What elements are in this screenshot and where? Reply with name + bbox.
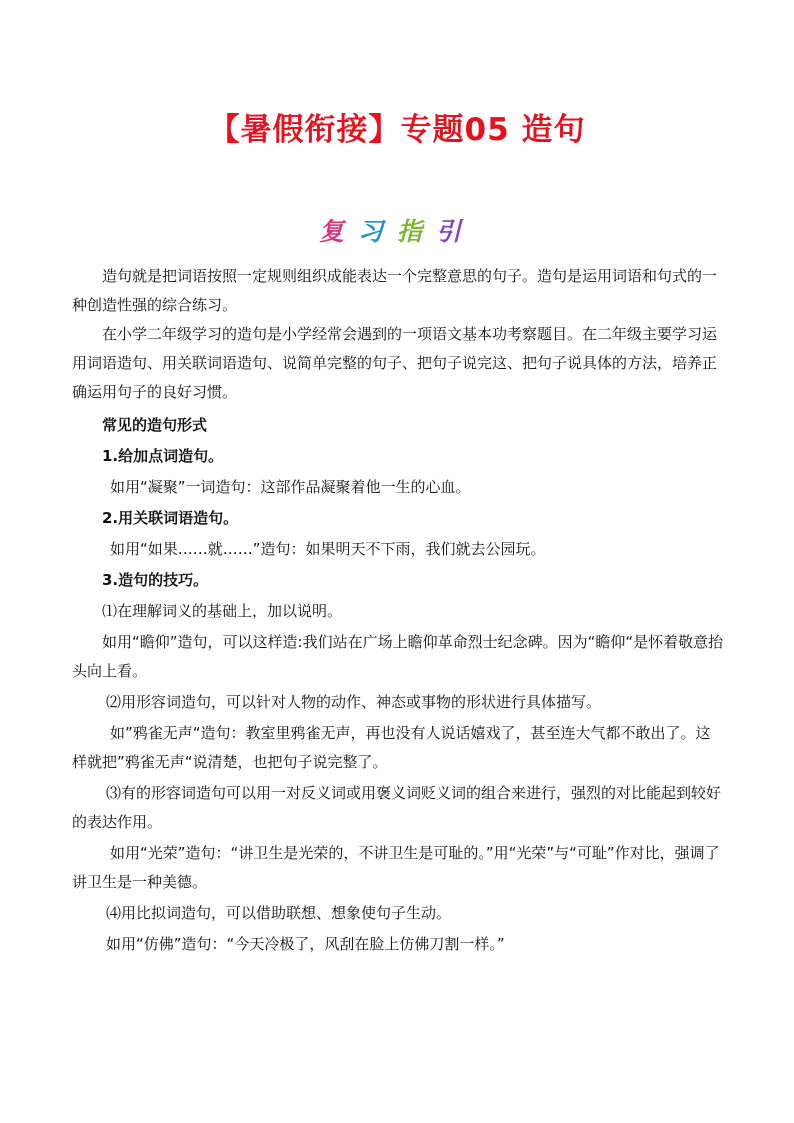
guide-char: 复 — [318, 217, 358, 246]
section-heading: 3.造句的技巧。 — [102, 571, 209, 589]
tip-item: ⑴在理解词义的基础上，加以说明。 — [102, 602, 343, 620]
tip-example: 如用“仿佛”造句：“今天冷极了，风刮在脸上仿佛刀割一样。” — [106, 935, 505, 953]
example-line: 如用“凝聚”一词造句：这部作品凝聚着他一生的心血。 — [110, 478, 471, 496]
example-line: 如用“如果……就……”造句：如果明天不下雨，我们就去公园玩。 — [110, 540, 546, 558]
section-heading: 1.给加点词造句。 — [102, 447, 224, 465]
tip-item: ⑵用形容词造句，可以针对人物的动作、神态或事物的形状进行具体描写。 — [106, 693, 602, 711]
paragraph-grade-two: 在小学二年级学习的造句是小学经常会遇到的一项语文基本功考察题目。在二年级主要学习运用词语造句、用关联词语造句、说简单完整的句子、把句子说完这、把句子说具体的方法，培养正确运用句子的良好习惯。 — [72, 325, 718, 401]
document-body — [72, 262, 724, 959]
guide-char: 习 — [357, 217, 397, 246]
guide-char: 指 — [397, 217, 437, 246]
tip-example: 如用“瞻仰”造句，可以这样造:我们站在广场上瞻仰革命烈士纪念碑。因为“瞻仰“是怀着敬意抬头向上看。 — [72, 633, 724, 680]
section-heading: 2.用关联词语造句。 — [102, 509, 239, 527]
tip-item: ⑶有的形容词造句可以用一对反义词或用褒义词贬义词的组合来进行，强烈的对比能起到较好的表达作用。 — [72, 784, 722, 831]
tip-example: 如用“光荣”造句：“讲卫生是光荣的，不讲卫生是可耻的。”用“光荣”与“可耻”作对比，强调了讲卫生是一种美德。 — [72, 844, 720, 891]
page-title: 【暑假衔接】专题05 造句 — [208, 112, 586, 148]
guide-char: 引 — [436, 217, 476, 246]
review-guide-banner — [0, 212, 794, 248]
section-heading: 常见的造句形式 — [102, 416, 208, 434]
paragraph-intro: 造句就是把词语按照一定规则组织成能表达一个完整意思的句子。造句是运用词语和句式的一种创造性强的综合练习。 — [72, 267, 718, 314]
tip-item: ⑷用比拟词造句，可以借助联想、想象使句子生动。 — [106, 904, 452, 922]
tip-example: 如”鸦雀无声“造句：教室里鸦雀无声，再也没有人说话嬉戏了，甚至连大气都不敢出了。这样就把”鸦雀无声“说清楚，也把句子说完整了。 — [72, 724, 711, 771]
